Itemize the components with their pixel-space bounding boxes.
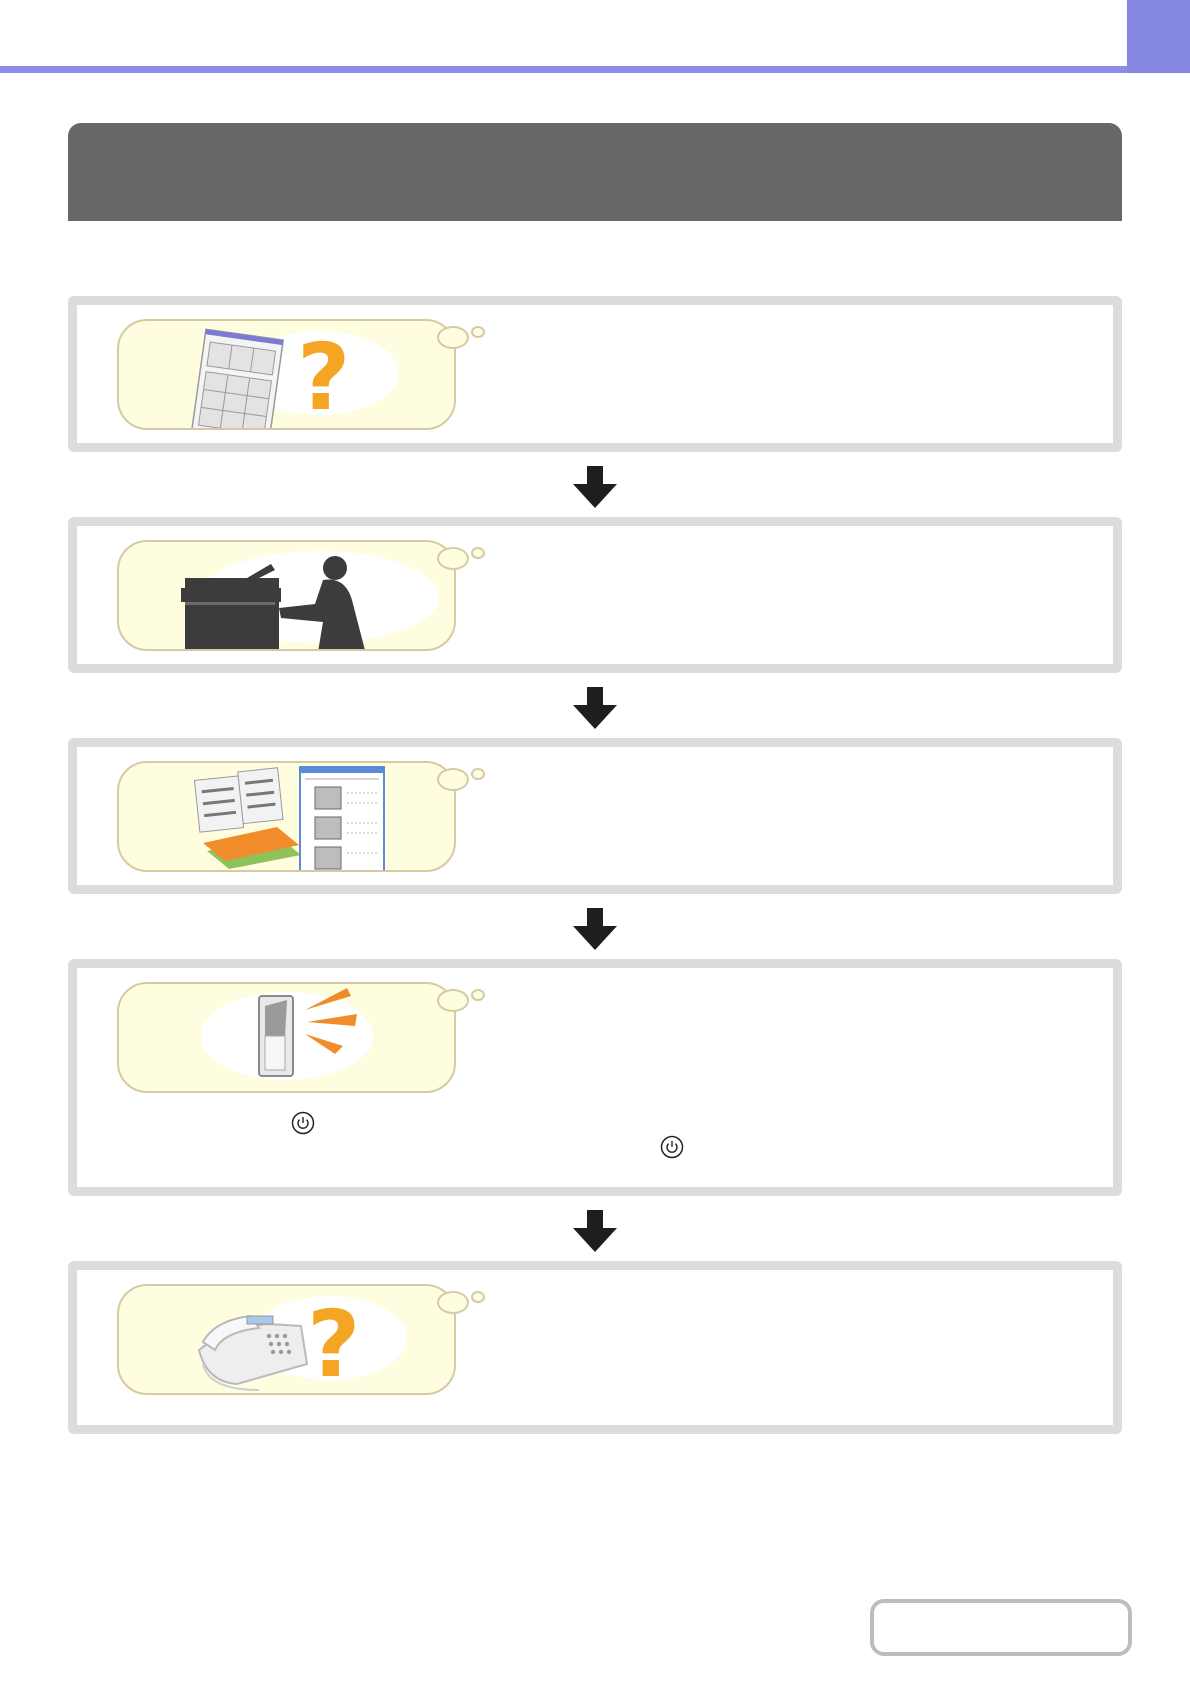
header-rule xyxy=(0,66,1190,73)
thought-puff-small xyxy=(471,326,485,338)
thought-puff xyxy=(437,1291,469,1314)
thought-puff xyxy=(437,768,469,791)
step-4-illustration xyxy=(117,982,456,1093)
thought-puff-small xyxy=(471,989,485,1001)
telephone-question-icon xyxy=(119,1286,456,1395)
power-switch-icon xyxy=(119,984,456,1093)
page-title-bar xyxy=(68,123,1122,221)
step-2-illustration xyxy=(117,540,456,651)
manuals-and-screen-icon xyxy=(119,763,456,872)
thought-puff xyxy=(437,547,469,570)
step-2 xyxy=(68,517,1122,673)
step-3 xyxy=(68,738,1122,894)
power-button-icon xyxy=(660,1135,684,1159)
svg-text:?: ? xyxy=(307,1291,361,1397)
step-4 xyxy=(68,959,1122,1196)
chapter-tab[interactable] xyxy=(1127,0,1190,73)
thought-puff xyxy=(437,326,469,349)
step-1-illustration xyxy=(117,319,456,430)
footer-nav-button[interactable] xyxy=(870,1599,1132,1656)
svg-text:?: ? xyxy=(297,324,351,431)
down-arrow-icon xyxy=(573,1210,617,1252)
thought-puff-small xyxy=(471,547,485,559)
document-question-icon xyxy=(119,321,456,430)
down-arrow-icon xyxy=(573,466,617,508)
power-button-icon xyxy=(291,1111,315,1135)
thought-puff-small xyxy=(471,1291,485,1303)
step-3-illustration xyxy=(117,761,456,872)
thought-puff-small xyxy=(471,768,485,780)
operator-at-machine-icon xyxy=(119,542,456,651)
step-5-illustration xyxy=(117,1284,456,1395)
down-arrow-icon xyxy=(573,687,617,729)
step-1 xyxy=(68,296,1122,452)
thought-puff xyxy=(437,989,469,1012)
step-5 xyxy=(68,1261,1122,1434)
down-arrow-icon xyxy=(573,908,617,950)
